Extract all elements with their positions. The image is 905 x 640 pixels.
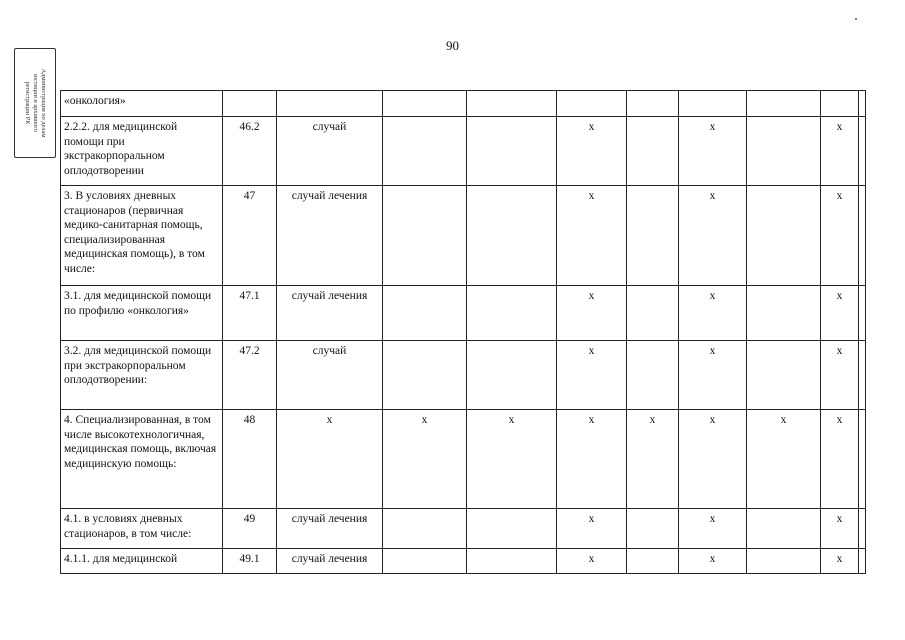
row-unit-cell: случай лечения	[277, 186, 383, 286]
row-unit-cell: х	[277, 410, 383, 509]
value-cell	[383, 186, 467, 286]
value-cell	[747, 509, 821, 549]
row-unit-cell: случай	[277, 117, 383, 186]
value-cell	[627, 549, 679, 574]
value-cell: х	[679, 186, 747, 286]
value-cell	[859, 91, 866, 117]
value-cell	[627, 509, 679, 549]
value-cell	[467, 509, 557, 549]
value-cell: х	[821, 509, 859, 549]
value-cell: х	[467, 410, 557, 509]
value-cell: х	[821, 286, 859, 341]
value-cell	[747, 549, 821, 574]
row-code-cell: 49	[223, 509, 277, 549]
scan-speck	[855, 18, 857, 20]
table-row	[61, 410, 866, 509]
value-cell	[859, 286, 866, 341]
value-cell	[859, 186, 866, 286]
row-name-cell: 4.1.1. для медицинской	[61, 549, 223, 574]
table-row	[61, 117, 866, 186]
value-cell	[383, 509, 467, 549]
value-cell	[627, 286, 679, 341]
value-cell	[557, 91, 627, 117]
row-name-cell: 3. В условиях дневных стационаров (первичная медико-санитарная помощь, специализированная медицинская помощь), в том числе:	[61, 186, 223, 286]
value-cell	[859, 117, 866, 186]
value-cell	[747, 91, 821, 117]
value-cell	[383, 91, 467, 117]
value-cell: х	[557, 509, 627, 549]
value-cell: х	[747, 410, 821, 509]
data-table	[60, 90, 866, 574]
value-cell: х	[557, 186, 627, 286]
value-cell	[747, 117, 821, 186]
value-cell: х	[383, 410, 467, 509]
value-cell	[383, 117, 467, 186]
stamp-line: регистрации РК	[24, 81, 31, 125]
row-name-cell: 3.1. для медицинской помощи по профилю «онкология»	[61, 286, 223, 341]
value-cell: х	[821, 186, 859, 286]
registration-stamp	[14, 48, 56, 158]
value-cell	[627, 186, 679, 286]
row-name-cell: 2.2.2. для медицинской помощи при экстракорпоральном оплодотворении	[61, 117, 223, 186]
value-cell	[859, 410, 866, 509]
value-cell	[383, 341, 467, 410]
value-cell: х	[557, 286, 627, 341]
value-cell	[821, 91, 859, 117]
value-cell: х	[821, 410, 859, 509]
value-cell: х	[679, 286, 747, 341]
row-name-cell: 4.1. в условиях дневных стационаров, в том числе:	[61, 509, 223, 549]
row-code-cell: 49.1	[223, 549, 277, 574]
row-code-cell: 48	[223, 410, 277, 509]
row-code-cell: 46.2	[223, 117, 277, 186]
row-unit-cell	[277, 91, 383, 117]
stamp-line: Администрация по делам	[40, 68, 47, 138]
value-cell	[467, 117, 557, 186]
value-cell	[747, 186, 821, 286]
value-cell: х	[679, 117, 747, 186]
value-cell	[627, 91, 679, 117]
value-cell: х	[679, 410, 747, 509]
value-cell	[679, 91, 747, 117]
row-code-cell: 47.2	[223, 341, 277, 410]
table-row	[61, 509, 866, 549]
value-cell	[627, 341, 679, 410]
row-code-cell: 47	[223, 186, 277, 286]
table-row	[61, 91, 866, 117]
value-cell: х	[679, 509, 747, 549]
value-cell: х	[821, 117, 859, 186]
row-unit-cell: случай лечения	[277, 549, 383, 574]
row-name-cell: 4. Специализированная, в том числе высокотехнологичная, медицинская помощь, включая медицинскую помощь:	[61, 410, 223, 509]
value-cell	[467, 286, 557, 341]
value-cell: х	[679, 341, 747, 410]
value-cell	[383, 549, 467, 574]
value-cell	[467, 549, 557, 574]
value-cell	[859, 341, 866, 410]
row-unit-cell: случай	[277, 341, 383, 410]
value-cell: х	[627, 410, 679, 509]
page-number: 90	[446, 38, 459, 53]
stamp-line: юстиции и архивного	[32, 74, 39, 132]
row-name-cell: 3.2. для медицинской помощи при экстракорпоральном оплодотворении:	[61, 341, 223, 410]
value-cell	[859, 509, 866, 549]
value-cell: х	[557, 117, 627, 186]
row-code-cell	[223, 91, 277, 117]
row-unit-cell: случай лечения	[277, 286, 383, 341]
value-cell	[859, 549, 866, 574]
row-code-cell: 47.1	[223, 286, 277, 341]
value-cell: х	[557, 549, 627, 574]
value-cell	[383, 286, 467, 341]
value-cell	[627, 117, 679, 186]
value-cell	[467, 186, 557, 286]
table-row	[61, 341, 866, 410]
value-cell: х	[557, 341, 627, 410]
value-cell	[747, 286, 821, 341]
value-cell: х	[821, 341, 859, 410]
value-cell: х	[557, 410, 627, 509]
value-cell	[467, 91, 557, 117]
table-row	[61, 549, 866, 574]
value-cell: х	[821, 549, 859, 574]
row-unit-cell: случай лечения	[277, 509, 383, 549]
value-cell	[747, 341, 821, 410]
value-cell	[467, 341, 557, 410]
row-name-cell: «онкология»	[61, 91, 223, 117]
table-row	[61, 286, 866, 341]
table-row	[61, 186, 866, 286]
value-cell: х	[679, 549, 747, 574]
